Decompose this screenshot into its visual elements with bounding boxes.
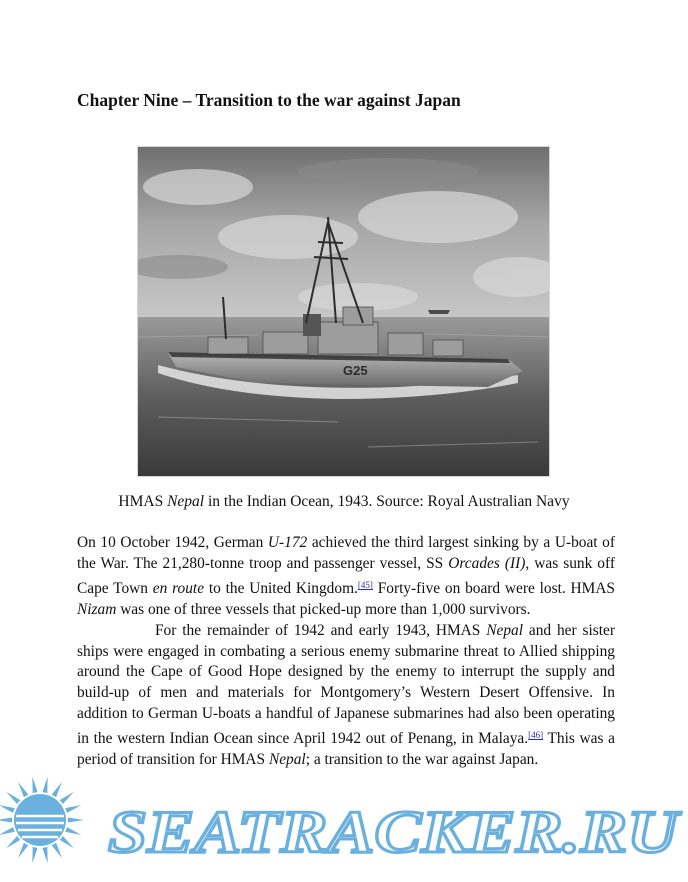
sun-ray	[65, 805, 81, 813]
sun-ray	[0, 805, 15, 813]
body-text	[77, 533, 615, 771]
caption-ship-name: Nepal	[167, 493, 205, 510]
caption-rest: in the Indian Ocean, 1943. Source: Royal Australian Navy	[204, 493, 570, 510]
uboat-name: U-172	[267, 534, 308, 551]
chapter-title: Chapter Nine – Transition to the war against Japan	[77, 90, 461, 110]
sun-ray	[32, 777, 37, 793]
caption-prefix: HMAS	[118, 493, 168, 510]
sun-ray	[18, 782, 28, 797]
footnote-link-45[interactable]: [45]	[357, 579, 373, 590]
sun-ray	[60, 792, 74, 804]
sun-ray	[42, 777, 47, 793]
paragraph-1: On 10 October 1942, German U-172 achieved the third largest sinking by a U-boat of the War. The 21,280-tonne troop and passenger vessel, SS Orcades (II), was sunk off Cape Town en route to the United Kingdom.[45] Forty-five on board were lost. HMAS Nizam was one of three vessels that picked-up more than 1,000 survivors.	[77, 534, 615, 618]
sun-ray	[65, 827, 81, 835]
sun-ray	[32, 847, 37, 863]
sun-ray	[68, 817, 84, 822]
paragraph-2: For the remainder of 1942 and early 1943, HMAS Nepal and her sister ships were engaged in combating a serious enemy submarine threat to Allied shipping around the Cape of Good Hope designed by the enemy to interrupt the supply and build-up of men and materials for Montgomery’s Western Desert Offensive. In addition to German U-boats a handful of Japanese submarines had also been operating in the western Indian Ocean since April 1942 out of Penang, in Malaya.[46] This was a period of transition for HMAS Nepal; a transition to the war against Japan.	[77, 621, 615, 769]
sun-ray	[60, 836, 74, 848]
ship-photo	[137, 146, 550, 477]
sun-logo-icon	[0, 777, 84, 864]
sun-ray	[0, 817, 12, 822]
vessel-name: Orcades (II)	[448, 554, 526, 572]
sun-ray	[52, 843, 62, 858]
sun-ray	[6, 836, 20, 848]
photo-caption	[0, 492, 688, 512]
footnote-link-46[interactable]: [46]	[528, 730, 544, 741]
hull-number: G25	[343, 363, 368, 378]
sun-ray	[0, 827, 15, 835]
sun-ray	[52, 782, 62, 797]
watermark-text: SEATRACKER.RU	[108, 799, 682, 865]
seatracker-watermark	[0, 770, 688, 882]
sun-ray	[18, 843, 28, 858]
sun-ray	[42, 847, 47, 863]
sun-ray	[6, 792, 20, 804]
